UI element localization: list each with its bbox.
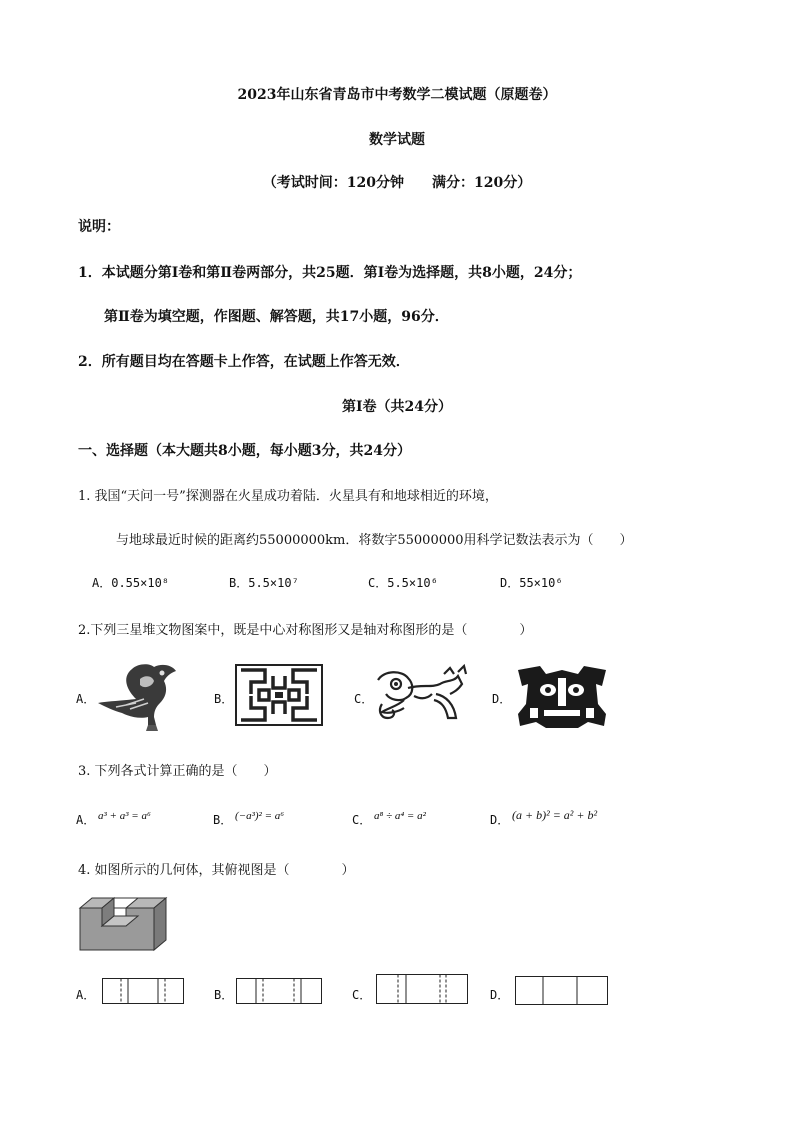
q4-option-d-view — [515, 976, 608, 1005]
q4-option-c-label[interactable]: C． — [352, 988, 372, 1002]
q3-option-b-label[interactable]: B． — [213, 813, 233, 827]
q2-option-d[interactable]: D． — [492, 692, 512, 706]
volume-heading: 第Ⅰ卷（共24分） — [341, 399, 453, 415]
q2-option-c[interactable]: C． — [354, 692, 374, 706]
q1-option-a[interactable]: A．0.55×10⁸ — [92, 576, 170, 590]
exam-subtitle: 数学试题 — [369, 132, 425, 148]
q4-option-c-view — [376, 974, 468, 1004]
q4-stem: 4. 如图所示的几何体，其俯视图是（ ） — [78, 863, 355, 878]
q3-option-b-expr: (−a³)² = a⁶ — [235, 810, 285, 822]
q1-stem: 1. 我国“天问一号”探测器在火星成功着陆．火星具有和地球相近的环境， — [78, 489, 498, 504]
instruction-item-1: 1．本试题分第Ⅰ卷和第Ⅱ卷两部分，共25题．第Ⅰ卷为选择题，共8小题，24分； — [78, 265, 582, 281]
q1-option-c[interactable]: C．5.5×10⁶ — [368, 576, 438, 590]
q4-option-b-label[interactable]: B． — [214, 988, 234, 1002]
section-heading: 一、选择题（本大题共8小题，每小题3分，共24分） — [78, 443, 411, 459]
q2-option-a[interactable]: A． — [76, 692, 96, 706]
q1-stem-cont: 与地球最近时候的距离约55000000km．将数字55000000用科学记数法表示为（ ） — [116, 533, 633, 548]
q3-option-d-expr: (a + b)² = a² + b² — [512, 808, 598, 822]
q3-option-c-expr: a⁸ ÷ a⁴ = a² — [374, 810, 426, 822]
q3-option-a-label[interactable]: A． — [76, 813, 96, 827]
q1-option-d[interactable]: D．55×10⁶ — [500, 576, 563, 590]
q2-option-b[interactable]: B． — [214, 692, 234, 706]
q4-option-d-label[interactable]: D． — [490, 988, 510, 1002]
bronze-bird-figure-image — [96, 659, 182, 731]
u-channel-solid-figure — [78, 896, 168, 952]
q4-option-a-view — [102, 978, 184, 1004]
dragon-pattern-image — [374, 664, 472, 724]
q3-option-a-expr: a³ + a³ = a⁶ — [98, 810, 151, 822]
q1-option-b[interactable]: B．5.5×10⁷ — [229, 576, 299, 590]
symmetric-pattern-image — [235, 664, 323, 726]
instruction-item-1-cont: 第Ⅱ卷为填空题，作图题、解答题，共17小题，96分． — [104, 309, 449, 325]
instructions-heading: 说明： — [78, 219, 120, 235]
exam-title: 2023年山东省青岛市中考数学二模试题（原题卷） — [237, 87, 557, 103]
q4-option-b-view — [236, 978, 322, 1004]
q3-stem: 3. 下列各式计算正确的是（ ） — [78, 764, 277, 779]
exam-info: （考试时间：120分钟 满分：120分） — [262, 175, 532, 191]
q3-option-d-label[interactable]: D． — [490, 813, 510, 827]
mask-pattern-image — [516, 664, 608, 728]
q2-stem: 2.下列三星堆文物图案中，既是中心对称图形又是轴对称图形的是（ ） — [78, 623, 533, 638]
instruction-item-2: 2．所有题目均在答题卡上作答，在试题上作答无效． — [78, 354, 410, 370]
q3-option-c-label[interactable]: C． — [352, 813, 372, 827]
q4-option-a-label[interactable]: A． — [76, 988, 96, 1002]
